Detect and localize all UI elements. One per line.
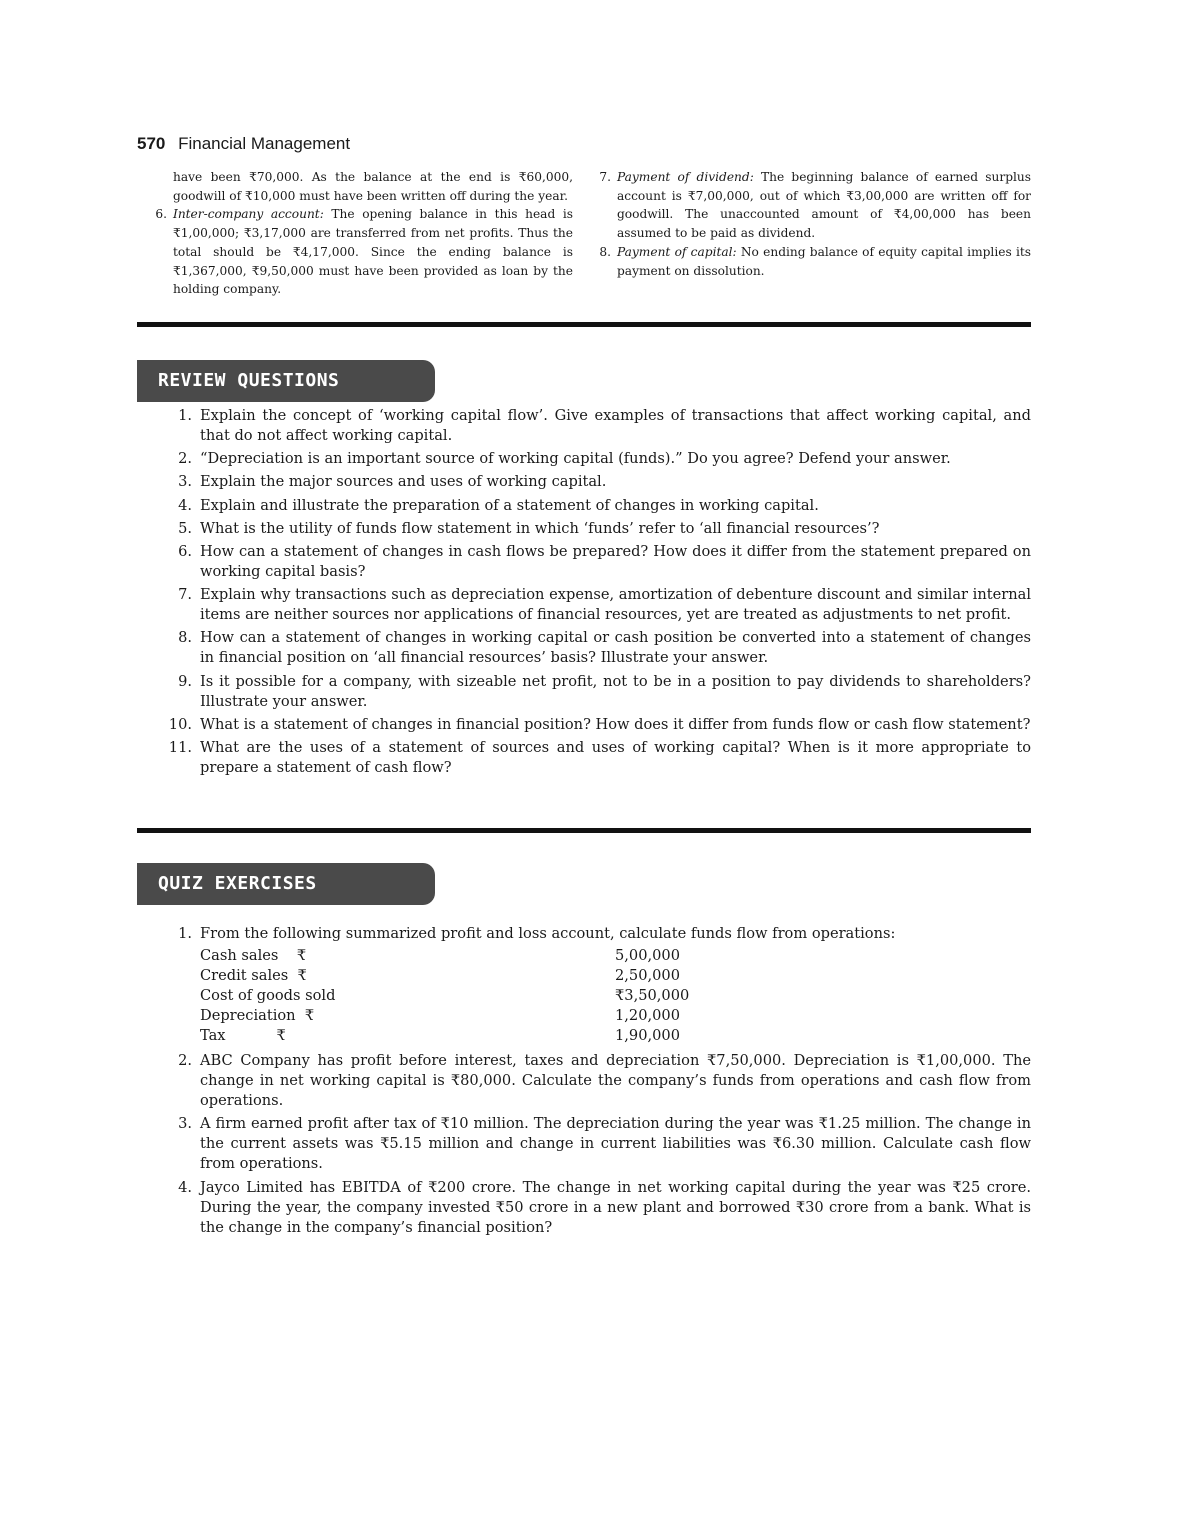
review-question bbox=[160, 496, 1031, 516]
question-text: How can a statement of changes in cash flows be prepared? How does it differ from the statement prepared on working capital basis? bbox=[200, 542, 1031, 580]
row-label: Tax ₹ bbox=[200, 1027, 286, 1044]
row-value: 2,50,000 bbox=[615, 967, 680, 984]
question-text: Explain the concept of ‘working capital flow’. Give examples of transactions that affect working capital, and that do not affect working capital. bbox=[200, 407, 1031, 444]
row-label: Depreciation ₹ bbox=[200, 1007, 315, 1024]
review-question bbox=[160, 738, 1031, 778]
note-number: 7. bbox=[599, 170, 611, 184]
profit-loss-table bbox=[200, 946, 689, 1046]
question-number: 4. bbox=[178, 496, 192, 514]
note-number: 8. bbox=[599, 244, 611, 259]
question-number: 5. bbox=[178, 519, 192, 537]
review-question bbox=[160, 472, 1031, 492]
quiz-exercises-list bbox=[160, 924, 1031, 1241]
note-text bbox=[617, 243, 1031, 280]
quiz-item bbox=[160, 924, 1031, 1048]
section-divider bbox=[137, 828, 1031, 833]
review-question bbox=[160, 628, 1031, 668]
page-header bbox=[137, 134, 350, 154]
note-label: Payment of capital: bbox=[617, 244, 737, 259]
note-text bbox=[173, 205, 573, 299]
review-question bbox=[160, 449, 1031, 469]
review-question bbox=[160, 715, 1031, 735]
quiz-text: Jayco Limited has EBITDA of ₹200 crore. The change in net working capital during the year was ₹25 crore. During the year, the company invested ₹50 crore in a new plant and borrowed ₹30 crore from a bank. What is the change in the company’s financial position? bbox=[200, 1178, 1031, 1236]
row-label: Cost of goods sold bbox=[200, 987, 336, 1004]
note-number: 6. bbox=[155, 207, 167, 222]
review-questions-list bbox=[160, 406, 1031, 781]
row-value: 1,90,000 bbox=[615, 1027, 680, 1044]
question-text: Explain and illustrate the preparation of a statement of changes in working capital. bbox=[200, 496, 819, 514]
note-item bbox=[151, 205, 573, 299]
page-number: 570 bbox=[137, 134, 166, 153]
section-divider bbox=[137, 322, 1031, 327]
note-body: No ending balance of equity capital implies its payment on dissolution. bbox=[617, 244, 1031, 278]
question-number: 7. bbox=[178, 586, 192, 604]
table-row bbox=[200, 966, 689, 986]
question-number: 1. bbox=[178, 407, 192, 424]
note-text bbox=[617, 168, 1031, 243]
question-text: “Depreciation is an important source of working capital (funds).” Do you agree? Defend your answer. bbox=[200, 450, 951, 468]
question-number: 11. bbox=[168, 738, 192, 756]
question-number: 8. bbox=[178, 629, 192, 647]
quiz-text: ABC Company has profit before interest, taxes and depreciation ₹7,50,000. Depreciation is ₹1,00,000. The change in net working capital is ₹80,000. Calculate the company’s funds from operations and cash flow from operations. bbox=[200, 1052, 1031, 1110]
question-text: Explain the major sources and uses of working capital. bbox=[200, 473, 607, 491]
note-label: Inter-company account: bbox=[173, 207, 324, 222]
quiz-number: 3. bbox=[178, 1115, 192, 1133]
row-value: 1,20,000 bbox=[615, 1007, 680, 1024]
review-question bbox=[160, 585, 1031, 625]
question-text: Explain why transactions such as depreciation expense, amortization of debenture discount and similar internal items are neither sources nor applications of financial resources, yet are treated as adjustments to net profit. bbox=[200, 586, 1031, 624]
question-text: How can a statement of changes in working capital or cash position be converted into a statement of changes in financial position on ‘all financial resources’ basis? Illustrate your answer. bbox=[200, 629, 1031, 667]
note-label: Payment of dividend: bbox=[617, 170, 754, 184]
question-number: 6. bbox=[178, 542, 192, 560]
quiz-number: 2. bbox=[178, 1052, 192, 1070]
quiz-text: A firm earned profit after tax of ₹10 million. The depreciation during the year was ₹1.25 million. The change in the current assets was ₹5.15 million and change in current liabilities was ₹6.30 million. Calculate cash flow from operations. bbox=[200, 1115, 1031, 1173]
table-row bbox=[200, 1006, 689, 1026]
note-body: The beginning balance of earned surplus account is ₹7,00,000, out of which ₹3,00,000 are written off for goodwill. The unaccounted amount of ₹4,00,000 has been assumed to be paid as dividend. bbox=[617, 170, 1031, 241]
notes-left-column bbox=[137, 168, 573, 299]
review-questions-heading: REVIEW QUESTIONS bbox=[137, 360, 435, 402]
question-number: 3. bbox=[178, 473, 192, 491]
quiz-exercises-heading: QUIZ EXERCISES bbox=[137, 863, 435, 905]
table-row bbox=[200, 1026, 689, 1046]
note-continuation: have been ₹70,000. As the balance at the end is ₹60,000, goodwill of ₹10,000 must have been written off during the year. bbox=[173, 170, 573, 203]
quiz-item bbox=[160, 1114, 1031, 1174]
question-text: What are the uses of a statement of sources and uses of working capital? When is it more appropriate to prepare a statement of cash flow? bbox=[200, 738, 1031, 776]
table-row bbox=[200, 946, 689, 966]
review-question bbox=[160, 406, 1031, 446]
note-body: The opening balance in this head is ₹1,00,000; ₹3,17,000 are transferred from net profits. Thus the total should be ₹4,17,000. Since the ending balance is ₹1,367,000, ₹9,50,000 must have been provided as loan by the holding company. bbox=[173, 207, 574, 297]
question-number: 10. bbox=[168, 715, 192, 733]
note-item bbox=[589, 243, 1031, 280]
question-number: 2. bbox=[178, 450, 192, 468]
question-number: 9. bbox=[178, 672, 192, 690]
notes-right-column bbox=[595, 168, 1031, 299]
quiz-item bbox=[160, 1178, 1031, 1238]
row-value: 5,00,000 bbox=[615, 947, 680, 964]
solution-notes bbox=[137, 168, 1031, 299]
note-item bbox=[589, 168, 1031, 243]
question-text: Is it possible for a company, with sizeable net profit, not to be in a position to pay dividends to shareholders? Illustrate your answer. bbox=[200, 672, 1031, 710]
review-question bbox=[160, 672, 1031, 712]
review-question bbox=[160, 542, 1031, 582]
review-question bbox=[160, 519, 1031, 539]
book-title: Financial Management bbox=[178, 134, 351, 153]
quiz-item bbox=[160, 1051, 1031, 1111]
row-value: ₹3,50,000 bbox=[615, 987, 690, 1004]
quiz-text: From the following summarized profit and loss account, calculate funds flow from operations: bbox=[200, 925, 896, 942]
quiz-other-items bbox=[160, 1051, 1031, 1237]
row-label: Cash sales ₹ bbox=[200, 947, 307, 964]
quiz-number: 4. bbox=[178, 1178, 192, 1196]
row-label: Credit sales ₹ bbox=[200, 967, 307, 984]
question-text: What is a statement of changes in financial position? How does it differ from funds flow or cash flow statement? bbox=[200, 715, 1031, 733]
quiz-body bbox=[200, 924, 1031, 1048]
quiz-number: 1. bbox=[178, 925, 192, 942]
question-text: What is the utility of funds flow statement in which ‘funds’ refer to ‘all financial resources’? bbox=[200, 519, 880, 537]
table-row bbox=[200, 986, 689, 1006]
